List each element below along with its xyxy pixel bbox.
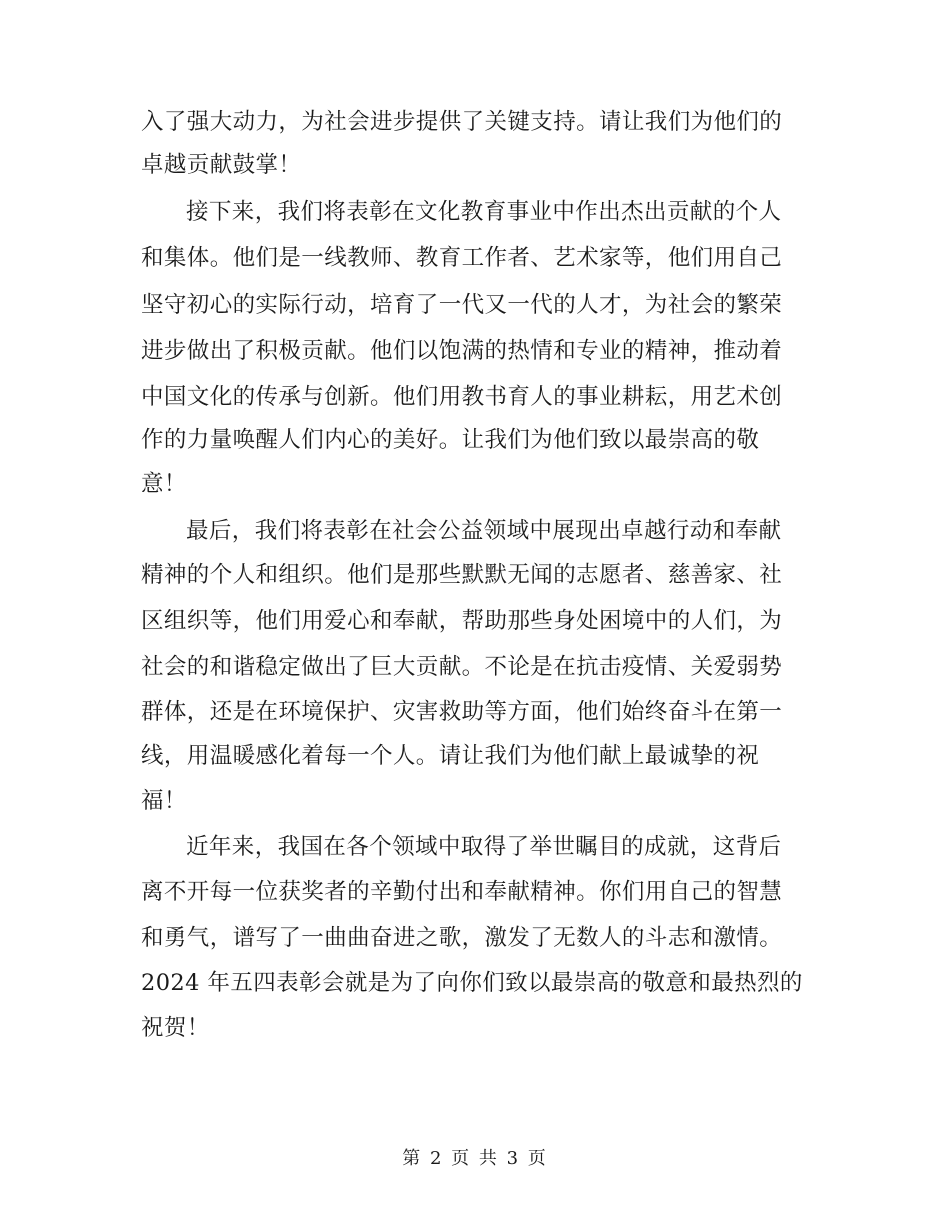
- paragraph-start-line: 最后，我们将表彰在社会公益领域中展现出卓越行动和奉献: [186, 518, 782, 544]
- text-line: 区组织等，他们用爱心和奉献，帮助那些身处困境中的人们，为: [141, 608, 783, 634]
- text-line: 和勇气，谱写了一曲曲奋进之歌，激发了无数人的斗志和激情。: [141, 925, 783, 951]
- text-line: 线，用温暖感化着每一个人。请让我们为他们献上最诚挚的祝: [141, 743, 760, 769]
- text-line: 离不开每一位获奖者的辛勤付出和奉献精神。你们用自己的智慧: [141, 879, 783, 905]
- text-line: 作的力量唤醒人们内心的美好。让我们为他们致以最崇高的敬: [141, 427, 760, 453]
- text-line: 社会的和谐稳定做出了巨大贡献。不论是在抗击疫情、关爱弱势: [141, 654, 783, 680]
- text-line: 精神的个人和组织。他们是那些默默无闻的志愿者、慈善家、社: [141, 562, 783, 588]
- text-line: 2024 年五四表彰会就是为了向你们致以最崇高的敬意和最热烈的: [141, 970, 803, 996]
- text-line: 坚守初心的实际行动，培育了一代又一代的人才，为社会的繁荣: [141, 292, 783, 318]
- text-line: 意！: [141, 471, 187, 497]
- text-line: 福！: [141, 788, 187, 814]
- text-line: 祝贺！: [141, 1015, 210, 1041]
- paragraph-start-line: 接下来，我们将表彰在文化教育事业中作出杰出贡献的个人: [186, 199, 782, 225]
- page-number-footer: 第 2 页 共 3 页: [402, 1148, 548, 1169]
- paragraph-start-line: 近年来，我国在各个领域中取得了举世瞩目的成就，这背后: [186, 834, 782, 860]
- text-line: 入了强大动力，为社会进步提供了关键支持。请让我们为他们的: [141, 109, 783, 135]
- text-line: 群体，还是在环境保护、灾害救助等方面，他们始终奋斗在第一: [141, 699, 783, 725]
- text-line: 和集体。他们是一线教师、教育工作者、艺术家等，他们用自己: [141, 245, 783, 271]
- text-line: 中国文化的传承与创新。他们用教书育人的事业耕耘，用艺术创: [141, 384, 783, 410]
- text-line: 进步做出了积极贡献。他们以饱满的热情和专业的精神，推动着: [141, 338, 783, 364]
- text-line: 卓越贡献鼓掌！: [141, 152, 302, 178]
